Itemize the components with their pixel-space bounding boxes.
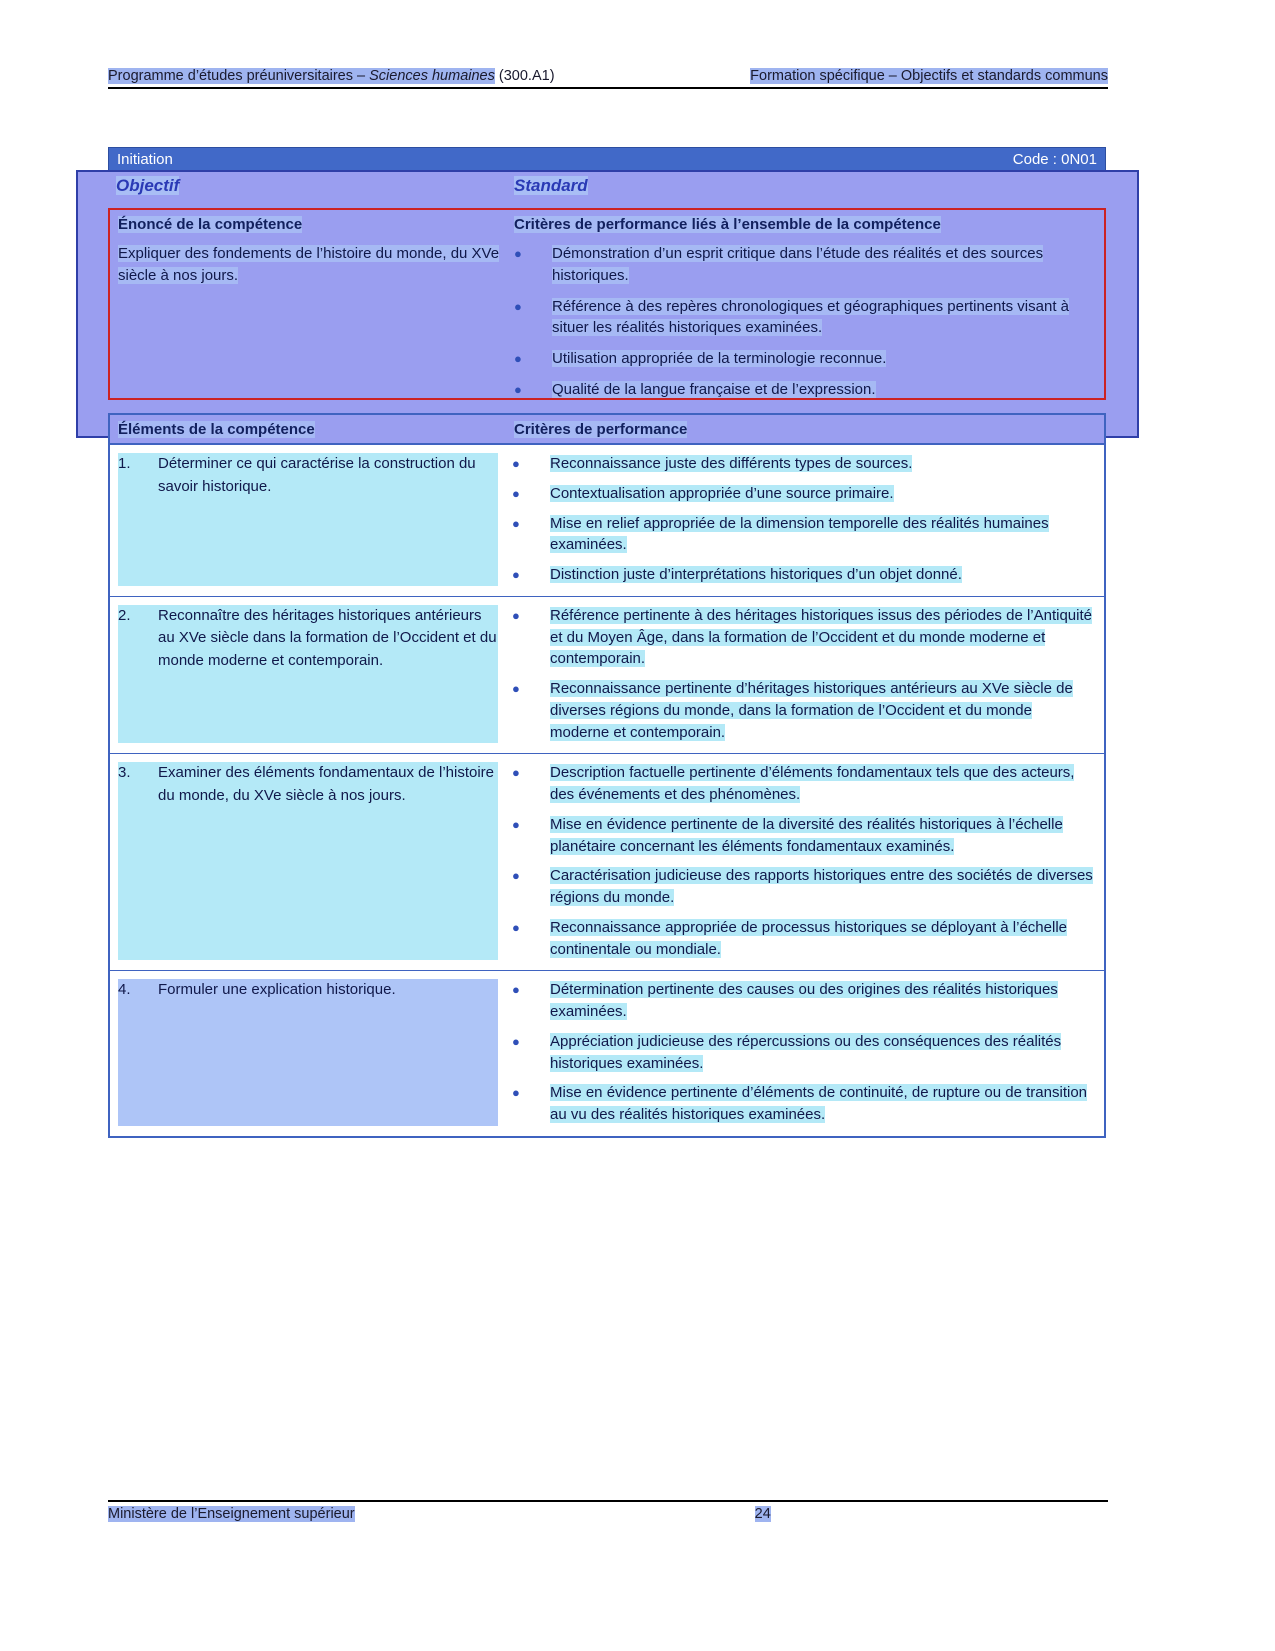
criterion-item xyxy=(514,243,1104,287)
objective-title-left: Initiation xyxy=(117,151,173,168)
criterion-text: Appréciation judicieuse des répercussions ou des conséquences des réalités historiques examinées. xyxy=(550,1032,1062,1072)
criterion-text: Description factuelle pertinente d’éléments fondamentaux tels que des acteurs, des événements et des phénomènes. xyxy=(550,764,1075,803)
bullet-icon: ● xyxy=(512,567,520,582)
header-right: Formation spécifique – Objectifs et standards communs xyxy=(750,68,1108,84)
header-left-prefix: Programme d’études préuniversitaires – xyxy=(108,68,370,84)
competence-criteria-list xyxy=(514,237,1104,410)
criteria-col-header: Critères de performance xyxy=(514,420,688,438)
criterion-item xyxy=(512,979,1094,1023)
criterion-item xyxy=(512,762,1094,806)
criteria-cell xyxy=(512,754,1104,970)
page-footer xyxy=(108,1500,1108,1522)
criterion-text: Caractérisation judicieuse des rapports historiques entre des sociétés de diverses régions du monde. xyxy=(550,867,1093,906)
criterion-item xyxy=(512,678,1094,743)
criterion-text: Reconnaissance appropriée de processus historiques se déployant à l’échelle continentale ou mondiale. xyxy=(550,918,1067,958)
bullet-icon: ● xyxy=(512,681,520,696)
bullet-icon: ● xyxy=(512,765,520,781)
criteria-cell xyxy=(512,445,1104,596)
criterion-item xyxy=(512,513,1094,557)
table-row xyxy=(110,971,1104,1136)
criteres-global-label: Critères de performance liés à l’ensemble de la compétence xyxy=(514,216,941,233)
objective-title-bar xyxy=(108,147,1106,172)
criterion-text: Reconnaissance juste des différents types de sources. xyxy=(550,455,913,472)
bullet-icon: ● xyxy=(512,515,520,531)
bullet-icon: ● xyxy=(512,1033,520,1049)
table-row xyxy=(110,754,1104,971)
bullet-icon: ● xyxy=(514,351,522,366)
bullet-icon: ● xyxy=(512,607,520,623)
objective-standard-headers xyxy=(108,176,1106,206)
bullet-icon: ● xyxy=(514,298,522,314)
element-text: Reconnaître des héritages historiques antérieurs au XVe siècle dans la formation de l’Occident et du monde moderne et contemporain. xyxy=(158,605,498,744)
criterion-item xyxy=(512,917,1094,961)
criterion-item xyxy=(514,296,1104,340)
element-number: 1. xyxy=(118,453,158,586)
criterion-text: Qualité de la langue française et de l’expression. xyxy=(552,380,876,398)
criterion-text: Détermination pertinente des causes ou des origines des réalités historiques examinées. xyxy=(550,981,1058,1020)
elements-table xyxy=(108,445,1106,1138)
criteria-cell xyxy=(512,597,1104,754)
criterion-item xyxy=(512,605,1094,670)
footer-page-number: 24 xyxy=(754,1506,771,1522)
element-text: Formuler une explication historique. xyxy=(158,979,498,1126)
enonce-text: Expliquer des fondements de l’histoire du monde, du XVe siècle à nos jours. xyxy=(118,245,500,284)
enonce-label: Énoncé de la compétence xyxy=(118,216,303,233)
criteria-cell xyxy=(512,971,1104,1136)
criterion-item xyxy=(514,379,1104,401)
criterion-text: Distinction juste d’interprétations historiques d’un objet donné. xyxy=(550,566,962,583)
bullet-icon: ● xyxy=(512,868,520,884)
criterion-item xyxy=(512,453,1094,475)
table-row xyxy=(110,597,1104,755)
criterion-item xyxy=(512,865,1094,909)
column-header-standard: Standard xyxy=(514,176,588,195)
bullet-icon: ● xyxy=(512,456,520,471)
criterion-text: Mise en évidence pertinente d’éléments de continuité, de rupture ou de transition au vu des réalités historiques examinées. xyxy=(550,1084,1088,1123)
competence-body xyxy=(110,237,1104,410)
page-header xyxy=(108,68,1108,89)
header-left xyxy=(108,68,555,84)
header-left-italic: Sciences humaines xyxy=(369,68,495,84)
criterion-text: Mise en évidence pertinente de la diversité des réalités historiques à l’échelle planétaire concernant les éléments fondamentaux examinés. xyxy=(550,815,1063,855)
objective-code: Code : 0N01 xyxy=(1012,151,1097,168)
bullet-icon: ● xyxy=(514,246,522,261)
table-row xyxy=(110,445,1104,597)
elements-table-header xyxy=(108,413,1106,445)
element-number: 3. xyxy=(118,762,158,960)
criterion-text: Contextualisation appropriée d’une source primaire. xyxy=(550,484,894,502)
element-number: 2. xyxy=(118,605,158,744)
element-number: 4. xyxy=(118,979,158,1126)
bullet-icon: ● xyxy=(512,982,520,998)
element-text: Déterminer ce qui caractérise la construction du savoir historique. xyxy=(158,453,498,586)
competence-headers xyxy=(110,210,1104,237)
criterion-item xyxy=(512,564,1094,586)
criterion-item xyxy=(512,483,1094,505)
criterion-text: Démonstration d’un esprit critique dans l’étude des réalités et des sources historiques. xyxy=(552,245,1044,284)
criterion-item xyxy=(512,814,1094,858)
bullet-icon: ● xyxy=(512,919,520,935)
criterion-text: Référence à des repères chronologiques et géographiques pertinents visant à situer les réalités historiques examinées. xyxy=(552,297,1070,337)
bullet-icon: ● xyxy=(512,485,520,501)
criterion-item xyxy=(514,348,1104,370)
criterion-text: Reconnaissance pertinente d’héritages historiques antérieurs au XVe siècle de diverses régions du monde, dans la formation de l’Occident et du monde moderne et contemporain. xyxy=(550,680,1073,741)
criterion-text: Référence pertinente à des héritages historiques issus des périodes de l’Antiquité et du Moyen Âge, dans la formation de l’Occident et du monde moderne et contemporain. xyxy=(550,606,1092,668)
elements-col-header: Éléments de la compétence xyxy=(118,420,315,438)
header-left-suffix: (300.A1) xyxy=(494,68,555,84)
bullet-icon: ● xyxy=(512,1085,520,1101)
criterion-item xyxy=(512,1082,1094,1126)
element-text: Examiner des éléments fondamentaux de l’histoire du monde, du XVe siècle à nos jours. xyxy=(158,762,498,960)
footer-ministry: Ministère de l’Enseignement supérieur xyxy=(108,1506,355,1522)
criterion-text: Mise en relief appropriée de la dimension temporelle des réalités humaines examinées. xyxy=(550,514,1049,554)
criterion-item xyxy=(512,1031,1094,1075)
competence-box xyxy=(108,208,1106,400)
column-header-objectif: Objectif xyxy=(116,176,180,195)
criterion-text: Utilisation appropriée de la terminologie reconnue. xyxy=(552,350,887,367)
bullet-icon: ● xyxy=(514,381,522,397)
bullet-icon: ● xyxy=(512,816,520,832)
